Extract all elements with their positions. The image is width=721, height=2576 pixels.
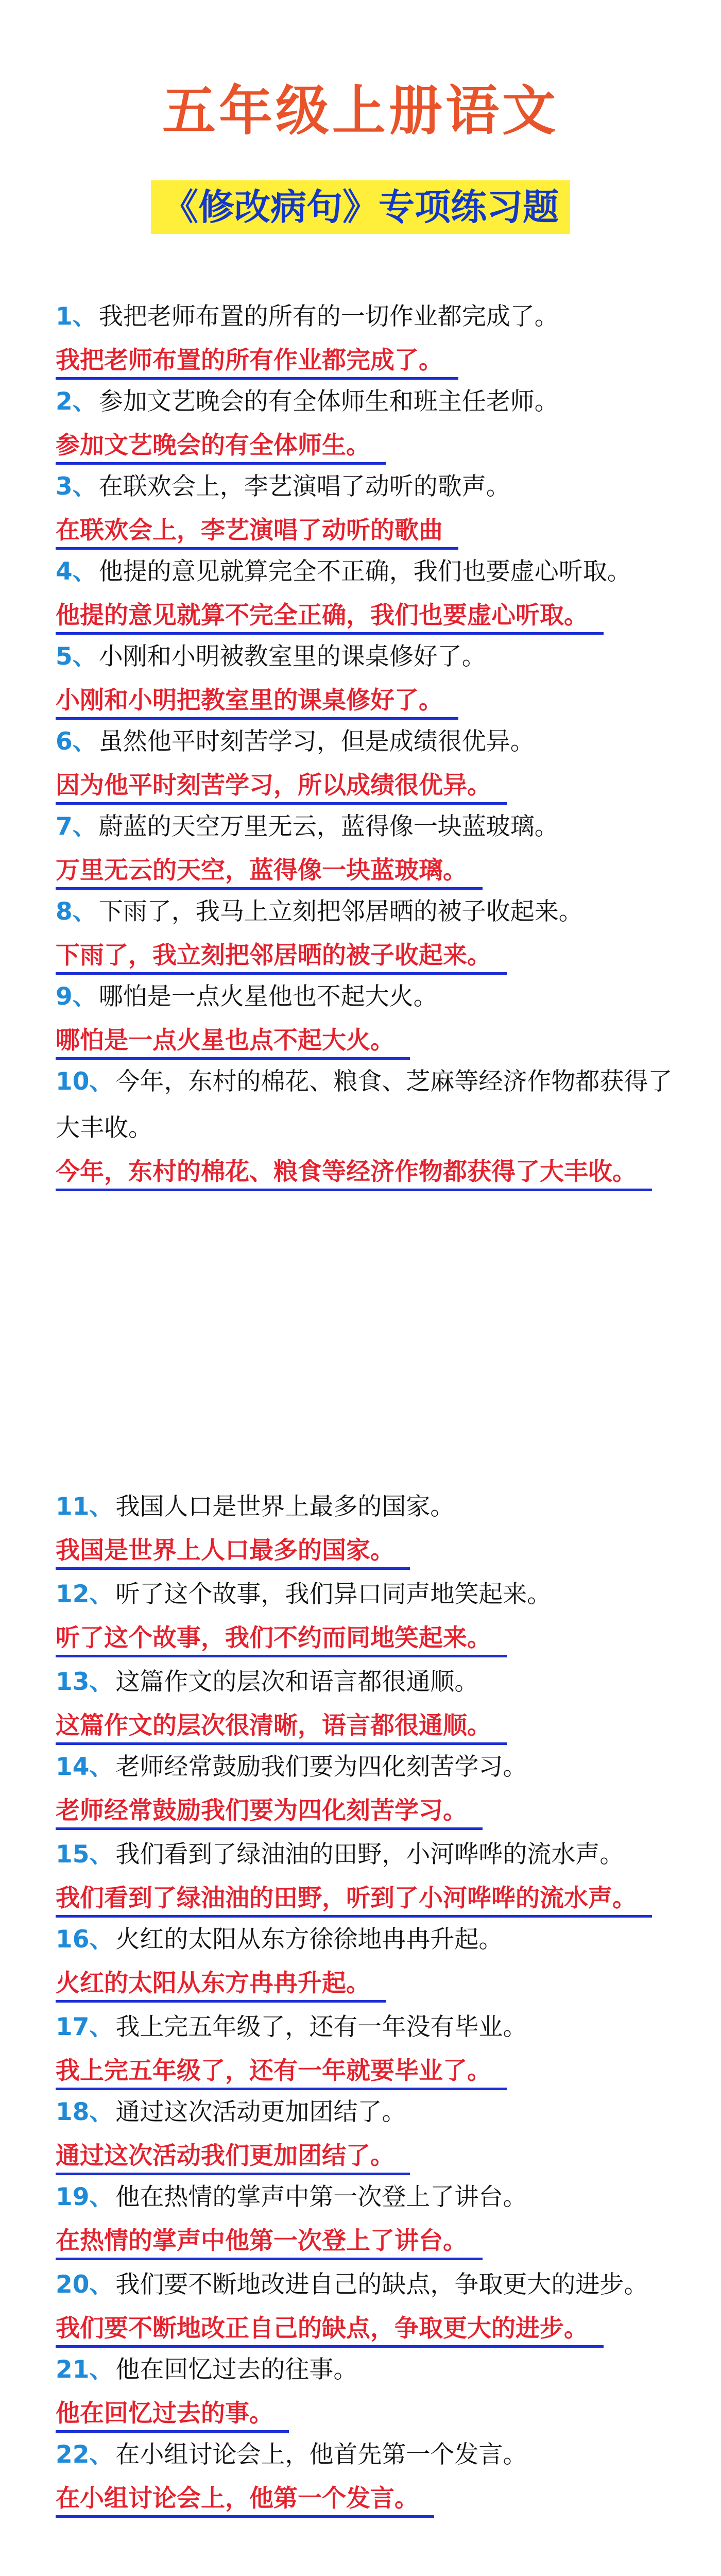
question-sentence: 下雨了，我马上立刻把邻居晒的被子收起来。 [98,897,583,926]
question-text [56,1484,679,1530]
answer-text: 在小组讨论会上，他第一个发言。 [56,2482,434,2518]
question-number: 6、 [56,727,97,756]
exercise-item [56,804,679,890]
question-text [56,1059,679,1151]
exercise-item [56,1659,679,1745]
question-sentence: 我们要不断地改进自己的缺点，争取更大的进步。 [115,2270,648,2299]
question-sentence: 在联欢会上，李艺演唱了动听的歌声。 [98,472,510,501]
question-sentence: 哪怕是一点火星他也不起大火。 [98,982,438,1011]
exercise-item [56,2432,679,2518]
question-sentence: 听了这个故事，我们异口同声地笑起来。 [115,1580,552,1608]
exercise-item [56,1059,679,1191]
answer-text: 小刚和小明把教室里的课桌修好了。 [56,684,458,720]
question-sentence: 老师经常鼓励我们要为四化刻苦学习。 [115,1753,527,1781]
question-text [56,2089,679,2136]
question-number: 5、 [56,642,97,671]
question-text [56,294,679,340]
exercise-item [56,2174,679,2260]
exercise-item [56,2089,679,2175]
question-number: 2、 [56,387,97,416]
exercise-item [56,719,679,805]
answer-text: 通过这次活动我们更加团结了。 [56,2140,410,2175]
exercise-item [56,464,679,550]
answer-text: 哪怕是一点火星也点不起大火。 [56,1024,410,1060]
question-text [56,974,679,1020]
question-number: 19、 [56,2183,114,2211]
question-sentence: 今年，东村的棉花、粮食、芝麻等经济作物都获得了大丰收。 [56,1067,673,1142]
page-subtitle: 《修改病句》专项练习题 [151,180,570,234]
question-text [56,2004,679,2050]
question-number: 15、 [56,1840,114,1869]
exercise-item [56,1917,679,2003]
answer-text: 我把老师布置的所有作业都完成了。 [56,344,458,380]
question-text [56,549,679,595]
question-sentence: 我上完五年级了，还有一年没有毕业。 [115,2013,527,2041]
answer-text: 他提的意见就算不完全正确，我们也要虚心听取。 [56,599,604,635]
question-text [56,464,679,510]
exercise-item [56,379,679,465]
answer-text: 火红的太阳从东方冉冉升起。 [56,1967,386,2003]
question-sentence: 在小组讨论会上，他首先第一个发言。 [115,2441,527,2469]
question-sentence: 通过这次活动更加团结了。 [115,2098,406,2126]
question-text [56,634,679,680]
exercise-item [56,294,679,380]
question-number: 12、 [56,1580,114,1608]
answer-text: 因为他平时刻苦学习，所以成绩很优异。 [56,769,507,805]
answer-text: 我们看到了绿油油的田野，听到了小河哗哗的流水声。 [56,1882,652,1918]
question-number: 1、 [56,302,97,331]
answer-text: 我国是世界上人口最多的国家。 [56,1534,410,1570]
question-number: 4、 [56,557,97,586]
question-sentence: 蔚蓝的天空万里无云，蓝得像一块蓝玻璃。 [98,812,559,841]
question-sentence: 我把老师布置的所有的一切作业都完成了。 [98,302,559,331]
question-text [56,889,679,935]
exercise-item [56,1484,679,1570]
answer-text: 我们要不断地改正自己的缺点，争取更大的进步。 [56,2312,604,2348]
answer-text: 这篇作文的层次很清晰，语言都很通顺。 [56,1709,507,1745]
question-number: 8、 [56,897,97,926]
answer-text: 在联欢会上，李艺演唱了动听的歌曲 [56,514,458,550]
question-text [56,379,679,425]
exercise-item [56,1744,679,1830]
question-text [56,2432,679,2478]
question-sentence: 虽然他平时刻苦学习，但是成绩很优异。 [98,727,535,756]
question-number: 14、 [56,1753,114,1781]
exercise-item [56,2004,679,2090]
question-number: 13、 [56,1668,114,1696]
question-text [56,2347,679,2393]
question-number: 11、 [56,1493,114,1521]
exercise-item [56,2347,679,2433]
exercise-item [56,634,679,720]
answer-text: 下雨了，我立刻把邻居晒的被子收起来。 [56,939,507,975]
exercise-item [56,889,679,975]
answer-text: 听了这个故事，我们不约而同地笑起来。 [56,1622,507,1657]
question-sentence: 参加文艺晚会的有全体师生和班主任老师。 [98,387,559,416]
question-number: 9、 [56,982,97,1011]
question-text [56,719,679,765]
answer-text: 他在回忆过去的事。 [56,2397,289,2433]
question-text [56,1744,679,1790]
question-sentence: 他提的意见就算完全不正确，我们也要虚心听取。 [98,557,631,586]
question-number: 10、 [56,1067,114,1096]
question-text [56,2174,679,2221]
exercise-item [56,974,679,1060]
question-sentence: 他在回忆过去的往事。 [115,2355,358,2384]
question-text [56,804,679,850]
question-sentence: 火红的太阳从东方徐徐地冉冉升起。 [115,1925,503,1954]
question-number: 21、 [56,2355,114,2384]
question-sentence: 他在热情的掌声中第一次登上了讲台。 [115,2183,527,2211]
question-text [56,1917,679,1963]
question-sentence: 小刚和小明被教室里的课桌修好了。 [98,642,486,671]
answer-text: 万里无云的天空，蓝得像一块蓝玻璃。 [56,854,483,890]
question-text [56,1659,679,1705]
question-text [56,2262,679,2308]
question-text [56,1832,679,1878]
question-text [56,1571,679,1618]
question-number: 3、 [56,472,97,501]
exercise-item [56,1571,679,1657]
exercise-item [56,2262,679,2348]
question-sentence: 我国人口是世界上最多的国家。 [115,1493,455,1521]
answer-text: 今年，东村的棉花、粮食等经济作物都获得了大丰收。 [56,1156,652,1191]
exercise-item [56,1832,679,1918]
question-number: 18、 [56,2098,114,2126]
question-number: 7、 [56,812,97,841]
question-number: 16、 [56,1925,114,1954]
question-number: 20、 [56,2270,114,2299]
answer-text: 在热情的掌声中他第一次登上了讲台。 [56,2225,483,2260]
question-number: 17、 [56,2013,114,2041]
question-number: 22、 [56,2441,114,2469]
answer-text: 参加文艺晚会的有全体师生。 [56,429,386,465]
subtitle-banner [0,180,721,234]
question-sentence: 这篇作文的层次和语言都很通顺。 [115,1668,479,1696]
page-title: 五年级上册语文 [162,79,559,142]
answer-text: 老师经常鼓励我们要为四化刻苦学习。 [56,1794,483,1830]
answer-text: 我上完五年级了，还有一年就要毕业了。 [56,2055,507,2090]
question-sentence: 我们看到了绿油油的田野，小河哗哗的流水声。 [115,1840,624,1869]
exercise-item [56,549,679,635]
